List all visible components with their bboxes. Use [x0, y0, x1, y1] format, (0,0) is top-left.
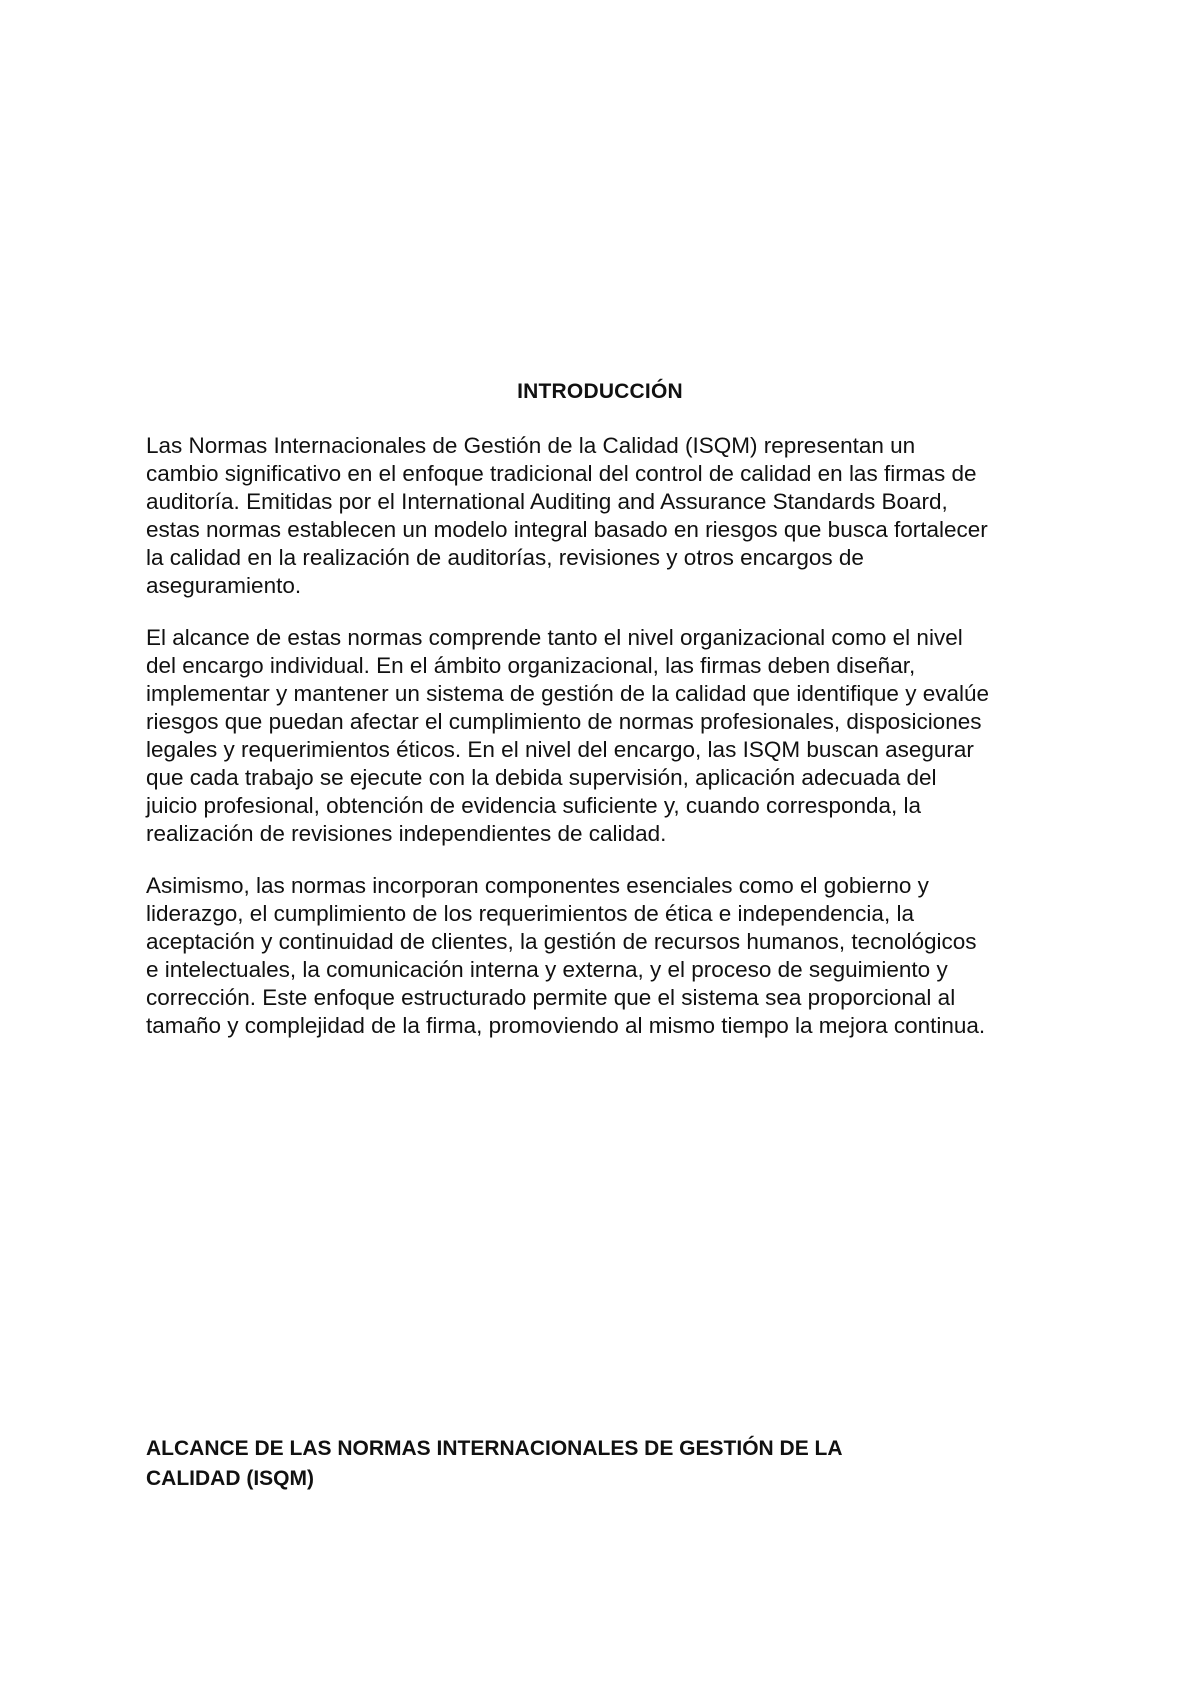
text-line: riesgos que puedan afectar el cumplimiento de normas profesionales, disposiciones [146, 709, 982, 734]
text-line: corrección. Este enfoque estructurado permite que el sistema sea proporcional al [146, 985, 956, 1010]
text-line: estas normas establecen un modelo integral basado en riesgos que busca fortalecer [146, 517, 988, 542]
text-line: legales y requerimientos éticos. En el nivel del encargo, las ISQM buscan asegurar [146, 737, 974, 762]
text-line: la calidad en la realización de auditorías, revisiones y otros encargos de [146, 545, 864, 570]
text-line: liderazgo, el cumplimiento de los requerimientos de ética e independencia, la [146, 901, 914, 926]
intro-heading: INTRODUCCIÓN [517, 380, 683, 403]
text-line: aseguramiento. [146, 573, 302, 598]
text-line: Asimismo, las normas incorporan componentes esenciales como el gobierno y [146, 873, 929, 898]
text-line: e intelectuales, la comunicación interna y externa, y el proceso de seguimiento y [146, 957, 948, 982]
text-line: del encargo individual. En el ámbito organizacional, las firmas deben diseñar, [146, 653, 916, 678]
text-line: tamaño y complejidad de la firma, promoviendo al mismo tiempo la mejora continua. [146, 1013, 986, 1038]
paragraph-2 [146, 624, 1066, 848]
intro-body [146, 432, 1066, 1064]
text-line: implementar y mantener un sistema de gestión de la calidad que identifique y evalúe [146, 681, 990, 706]
paragraph-1 [146, 432, 1066, 600]
paragraph-3 [146, 872, 1066, 1040]
text-line: Las Normas Internacionales de Gestión de la Calidad (ISQM) representan un [146, 433, 916, 458]
text-line: auditoría. Emitidas por el International Auditing and Assurance Standards Board, [146, 489, 948, 514]
text-line: aceptación y continuidad de clientes, la gestión de recursos humanos, tecnológicos [146, 929, 977, 954]
text-line: que cada trabajo se ejecute con la debida supervisión, aplicación adecuada del [146, 765, 937, 790]
section-heading-line: ALCANCE DE LAS NORMAS INTERNACIONALES DE GESTIÓN DE LA [146, 1437, 843, 1460]
text-line: juicio profesional, obtención de evidencia suficiente y, cuando corresponda, la [146, 793, 922, 818]
section-heading [146, 1434, 1026, 1494]
text-line: realización de revisiones independientes de calidad. [146, 821, 667, 846]
text-line: cambio significativo en el enfoque tradicional del control de calidad en las firmas de [146, 461, 977, 486]
section-heading-line: CALIDAD (ISQM) [146, 1467, 314, 1490]
text-line: El alcance de estas normas comprende tanto el nivel organizacional como el nivel [146, 625, 963, 650]
